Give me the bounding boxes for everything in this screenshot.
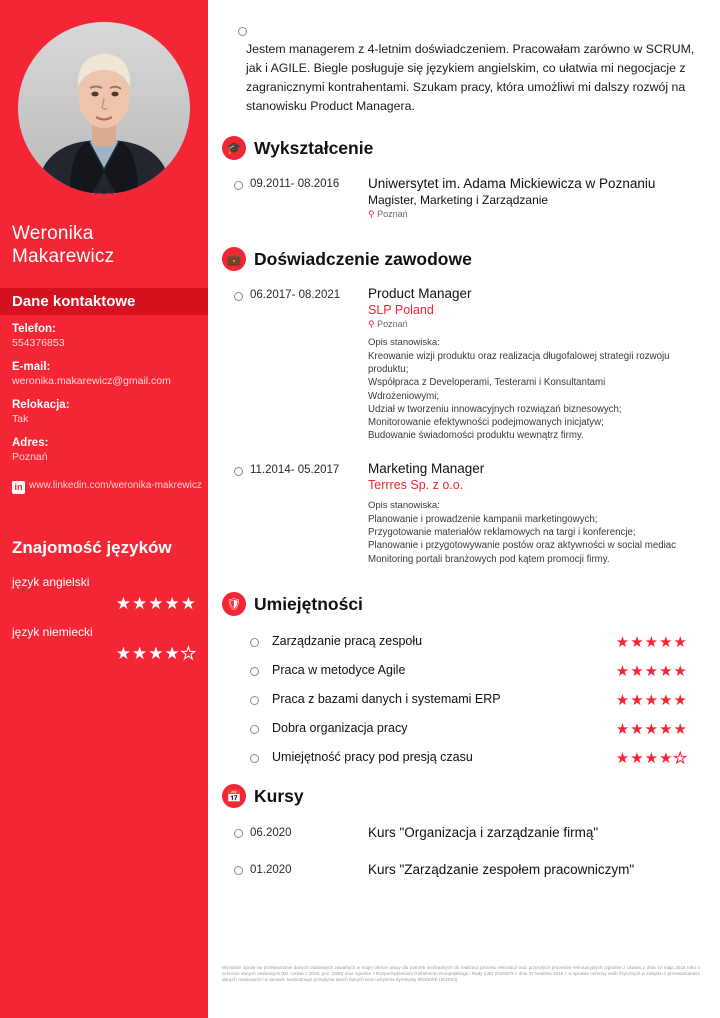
bullet-icon [250, 638, 259, 647]
language-rating: ★★★★★ [115, 644, 197, 663]
skill-rating: ★★★★★ [615, 634, 688, 651]
desc-line: Monitoring portali branżowych pod kątem promocji firmy. [368, 553, 610, 565]
desc-line: Budowanie świadomości produktu wewnątrz firmy. [368, 430, 584, 442]
briefcase-icon: 💼 [222, 247, 246, 271]
education-school: Uniwersytet im. Adama Mickiewicza w Poznaniu [368, 176, 656, 191]
skill-item [250, 750, 700, 770]
experience-desc-list [368, 350, 698, 442]
main-content [208, 0, 720, 1018]
language-item [12, 575, 197, 612]
contact-relocation [12, 398, 202, 426]
pin-icon: ⚲ [368, 319, 375, 329]
skill-label: Dobra organizacja pracy [272, 721, 408, 735]
education-location-text: Poznań [377, 209, 408, 219]
contact-address-value: Poznań [12, 451, 48, 463]
contact-email-label: E-mail: [12, 361, 51, 373]
candidate-name [12, 222, 202, 268]
bullet-icon [238, 27, 247, 36]
contact-relocation-label: Relokacja: [12, 399, 70, 411]
course-date: 01.2020 [250, 864, 292, 876]
section-education-title: Wykształcenie [254, 137, 374, 158]
contact-email [12, 360, 202, 388]
desc-line: Współpraca z Developerami, Testerami i Konsultantami [368, 377, 606, 389]
contact-address-label: Adres: [12, 437, 49, 449]
contact-heading: Dane kontaktowe [0, 288, 208, 315]
skill-label: Praca w metodyce Agile [272, 663, 406, 677]
skill-label: Umiejętność pracy pod presją czasu [272, 750, 473, 764]
section-courses-title: Kursy [254, 785, 304, 806]
skill-label: Praca z bazami danych i systemami ERP [272, 692, 501, 706]
section-experience-title: Doświadczenie zawodowe [254, 248, 472, 269]
contact-email-value: weronika.makarewicz@gmail.com [12, 375, 171, 387]
desc-line: produktu; [368, 364, 409, 376]
name-last: Makarewicz [12, 246, 115, 267]
language-name: język angielski [12, 575, 90, 589]
contact-linkedin[interactable] [12, 478, 202, 494]
desc-line: Wdrożeniowymi; [368, 390, 440, 402]
experience-position: Product Manager [368, 286, 472, 301]
linkedin-url[interactable]: www.linkedin.com/weronika-makrewicz [29, 480, 202, 491]
skill-rating: ★★★★★ [615, 750, 688, 767]
avatar [18, 22, 190, 194]
experience-date: 11.2014- 05.2017 [250, 464, 340, 476]
calendar-icon: 📅 [222, 784, 246, 808]
course-title: Kurs "Zarządzanie zespołem pracowniczym" [368, 862, 635, 877]
contact-phone-value: 554376853 [12, 337, 65, 349]
section-courses-header [222, 784, 304, 808]
bullet-icon [250, 725, 259, 734]
education-location [368, 209, 698, 220]
skill-label: Zarządzanie pracą zespołu [272, 634, 423, 648]
experience-desc-label: Opis stanowiska: [368, 337, 440, 348]
skill-item [250, 721, 700, 741]
section-skills-title: Umiejętności [254, 593, 363, 614]
bullet-icon [250, 667, 259, 676]
languages-heading: Znajomość języków [12, 538, 172, 557]
skill-item [250, 692, 700, 712]
skill-item [250, 634, 700, 654]
experience-company: Terrres Sp. z o.o. [368, 478, 464, 492]
sidebar [0, 0, 208, 1018]
language-name: język niemiecki [12, 625, 93, 639]
experience-entry [368, 460, 698, 566]
language-rating: ★★★★★ [115, 594, 197, 613]
education-degree: Magister, Marketing i Zarządzanie [368, 193, 549, 207]
bullet-icon [234, 866, 243, 875]
bullet-icon [250, 696, 259, 705]
section-experience-header [222, 247, 472, 271]
bullet-icon [234, 829, 243, 838]
profile-summary: Jestem managerem z 4-letnim doświadczeniem. Pracowałam zarówno w SCRUM, jak i AGILE. Biegle posługuje się językiem angielskim, co ułatwia mi negocjacje z zagranicznymi kontrahentami. Szukam pracy, która umożliwi mi dalszy rozwój na stanowisku Product Managera. [246, 42, 695, 113]
graduation-cap-icon: 🎓 [222, 136, 246, 160]
linkedin-icon: in [12, 481, 25, 494]
desc-line: Monitorowanie efektywności podejmowanych inicjatyw; [368, 417, 604, 429]
skill-rating: ★★★★★ [615, 721, 688, 738]
desc-line: Przygotowanie materiałów reklamowych na targi i konferencje; [368, 527, 636, 539]
course-date: 06.2020 [250, 827, 292, 839]
bullet-icon [250, 754, 259, 763]
contact-address [12, 436, 202, 464]
skill-rating: ★★★★★ [615, 663, 688, 680]
experience-desc-list [368, 513, 698, 566]
desc-line: Udział w tworzeniu innowacyjnych rozwiązań biznesowych; [368, 403, 622, 415]
contact-phone [12, 322, 202, 350]
name-first: Weronika [12, 223, 94, 244]
experience-location [368, 319, 698, 330]
skill-rating: ★★★★★ [615, 692, 688, 709]
gdpr-clause: Wyrażam zgodę na przetwarzanie danych osobowych zawartych w mojej ofercie pracy dla potrzeb niezbędnych do realizacji procesu rekrutacji oraz przyszłych procesów rekrutacyjnych (zgodnie z ustawą z dnia 10 maja 2018 roku o ochronie danych osobowych (Dz. Ustaw z 2018, poz. 1000) oraz zgodnie z Rozporządzeniem Parlamentu Europejskiego i Rady (UE) 2016/679 z dnia 27 kwietnia 2016 r. w sprawie ochrony osób fizycznych w związku z przetwarzaniem danych osobowych i w sprawie swobodnego przepływu takich danych oraz uchylenia dyrektywy 95/46/WE (RODO)). [222, 965, 700, 983]
course-title: Kurs "Organizacja i zarządzanie firmą" [368, 825, 599, 840]
avatar-image [18, 22, 190, 194]
shield-icon: 🛡 [222, 592, 246, 616]
skill-item [250, 663, 700, 683]
bullet-icon [234, 467, 243, 476]
contact-relocation-value: Tak [12, 413, 29, 425]
desc-line: Planowanie i prowadzenie kampanii marketingowych; [368, 514, 598, 525]
experience-position: Marketing Manager [368, 461, 485, 476]
education-entry [368, 175, 698, 220]
section-education-header [222, 136, 373, 160]
experience-company: SLP Poland [368, 303, 434, 317]
section-skills-header [222, 592, 363, 616]
bullet-icon [234, 292, 243, 301]
pin-icon: ⚲ [368, 209, 375, 219]
desc-line: Planowanie i przygotowywanie postów oraz aktywności w social mediac [368, 540, 676, 552]
experience-date: 06.2017- 08.2021 [250, 289, 341, 301]
contact-phone-label: Telefon: [12, 323, 56, 335]
experience-entry [368, 285, 698, 442]
experience-location-text: Poznań [377, 319, 408, 329]
education-date: 09.2011- 08.2016 [250, 178, 340, 190]
desc-line: Kreowanie wizji produktu oraz realizacja długofalowej strategii rozwoju [368, 351, 670, 362]
course-entry [368, 824, 698, 841]
language-item [12, 625, 197, 662]
experience-desc-label: Opis stanowiska: [368, 500, 440, 511]
course-entry [368, 861, 698, 878]
bullet-icon [234, 181, 243, 190]
